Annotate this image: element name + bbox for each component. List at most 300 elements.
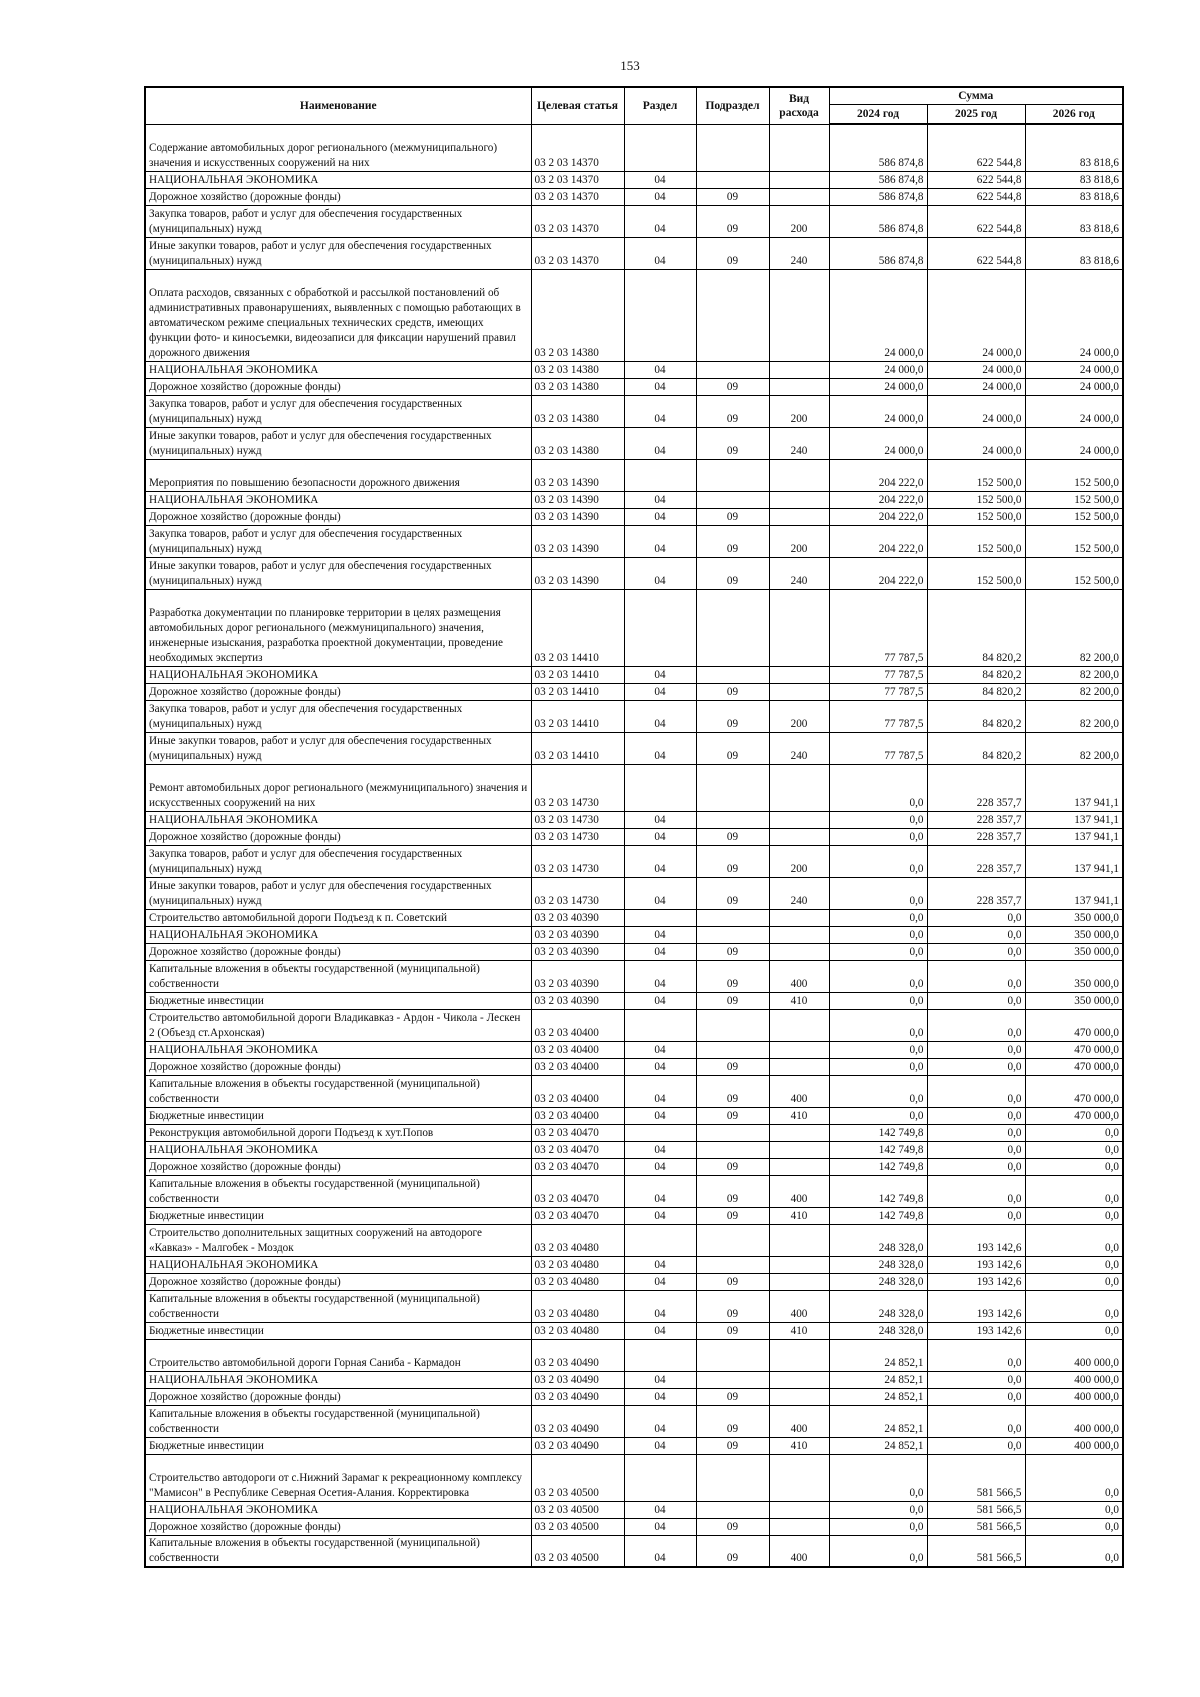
cell-expense-type: 400 [769,1405,829,1437]
cell-sum-2024: 0,0 [829,845,927,877]
cell-target-article: 03 2 03 40490 [531,1388,624,1405]
cell-expense-type [769,459,829,491]
cell-target-article: 03 2 03 14410 [531,700,624,732]
cell-target-article: 03 2 03 40400 [531,1009,624,1041]
cell-target-article: 03 2 03 40470 [531,1175,624,1207]
cell-sum-2024: 0,0 [829,926,927,943]
budget-table [144,86,1124,1568]
cell-target-article: 03 2 03 40470 [531,1124,624,1141]
cell-name: Мероприятия по повышению безопасности дорожного движения [145,459,531,491]
cell-subsection: 09 [696,427,769,459]
cell-name: Строительство автомобильной дороги Владикавказ - Ардон - Чикола - Лескен 2 (Объезд ст.Архонская) [145,1009,531,1041]
cell-sum-2025: 0,0 [927,1124,1025,1141]
cell-sum-2026: 137 941,1 [1025,811,1123,828]
cell-sum-2024: 0,0 [829,1535,927,1567]
cell-subsection: 09 [696,1388,769,1405]
cell-subsection [696,909,769,926]
cell-subsection [696,1339,769,1371]
cell-section [624,1339,696,1371]
cell-sum-2025: 622 544,8 [927,124,1025,171]
cell-sum-2024: 0,0 [829,992,927,1009]
cell-expense-type [769,926,829,943]
cell-sum-2025: 581 566,5 [927,1501,1025,1518]
table-row [145,525,1123,557]
cell-sum-2026: 0,0 [1025,1273,1123,1290]
cell-subsection: 09 [696,525,769,557]
table-row [145,237,1123,269]
cell-section: 04 [624,1158,696,1175]
table-row [145,124,1123,171]
cell-subsection [696,361,769,378]
cell-name: НАЦИОНАЛЬНАЯ ЭКОНОМИКА [145,1371,531,1388]
cell-sum-2024: 24 000,0 [829,378,927,395]
table-row [145,1454,1123,1501]
cell-sum-2025: 228 357,7 [927,877,1025,909]
cell-sum-2025: 622 544,8 [927,237,1025,269]
cell-subsection: 09 [696,845,769,877]
cell-sum-2026: 24 000,0 [1025,269,1123,361]
cell-target-article: 03 2 03 40390 [531,909,624,926]
cell-sum-2026: 82 200,0 [1025,700,1123,732]
cell-subsection [696,1224,769,1256]
cell-sum-2025: 0,0 [927,943,1025,960]
cell-section: 04 [624,960,696,992]
cell-name: Строительство автомобильной дороги Горная Саниба - Кармадон [145,1339,531,1371]
cell-subsection [696,1501,769,1518]
cell-subsection: 09 [696,205,769,237]
cell-section [624,909,696,926]
cell-expense-type: 200 [769,700,829,732]
table-row [145,943,1123,960]
cell-sum-2025: 622 544,8 [927,171,1025,188]
cell-target-article: 03 2 03 14380 [531,269,624,361]
cell-subsection: 09 [696,1290,769,1322]
cell-subsection: 09 [696,1405,769,1437]
table-row [145,205,1123,237]
cell-name: Капитальные вложения в объекты государственной (муниципальной) собственности [145,1290,531,1322]
cell-name: Строительство автодороги от с.Нижний Зарамаг к рекреационному комплексу "Мамисон" в Республике Северная Осетия-Алания. Корректировка [145,1454,531,1501]
cell-section: 04 [624,1371,696,1388]
cell-sum-2024: 142 749,8 [829,1175,927,1207]
cell-name: Бюджетные инвестиции [145,1322,531,1339]
cell-expense-type: 400 [769,1075,829,1107]
table-row [145,666,1123,683]
cell-sum-2025: 228 357,7 [927,811,1025,828]
cell-expense-type [769,188,829,205]
cell-sum-2024: 0,0 [829,943,927,960]
header-section: Раздел [624,87,696,124]
cell-expense-type: 410 [769,992,829,1009]
cell-section: 04 [624,926,696,943]
cell-section: 04 [624,1518,696,1535]
cell-target-article: 03 2 03 40500 [531,1518,624,1535]
cell-sum-2026: 470 000,0 [1025,1075,1123,1107]
cell-sum-2025: 193 142,6 [927,1273,1025,1290]
cell-name: Закупка товаров, работ и услуг для обеспечения государственных (муниципальных) нужд [145,395,531,427]
cell-name: НАЦИОНАЛЬНАЯ ЭКОНОМИКА [145,361,531,378]
cell-sum-2026: 400 000,0 [1025,1405,1123,1437]
cell-section: 04 [624,1273,696,1290]
cell-target-article: 03 2 03 14370 [531,188,624,205]
cell-expense-type [769,909,829,926]
header-expense-type: Вид расхода [769,87,829,124]
table-row [145,269,1123,361]
table-row [145,1256,1123,1273]
cell-sum-2025: 152 500,0 [927,557,1025,589]
cell-sum-2024: 586 874,8 [829,188,927,205]
cell-target-article: 03 2 03 14730 [531,828,624,845]
table-row [145,557,1123,589]
cell-target-article: 03 2 03 14390 [531,508,624,525]
cell-sum-2026: 0,0 [1025,1322,1123,1339]
cell-sum-2025: 84 820,2 [927,700,1025,732]
cell-name: НАЦИОНАЛЬНАЯ ЭКОНОМИКА [145,1501,531,1518]
table-row [145,960,1123,992]
cell-name: Иные закупки товаров, работ и услуг для обеспечения государственных (муниципальных) нужд [145,557,531,589]
cell-target-article: 03 2 03 40480 [531,1273,624,1290]
cell-section: 04 [624,1388,696,1405]
cell-sum-2025: 24 000,0 [927,269,1025,361]
cell-subsection: 09 [696,508,769,525]
cell-expense-type: 400 [769,1175,829,1207]
cell-subsection [696,1454,769,1501]
page-number: 153 [620,58,640,73]
header-subsection: Подраздел [696,87,769,124]
cell-section: 04 [624,1075,696,1107]
cell-name: Дорожное хозяйство (дорожные фонды) [145,188,531,205]
cell-sum-2024: 0,0 [829,1107,927,1124]
table-row [145,508,1123,525]
cell-section: 04 [624,1405,696,1437]
cell-subsection: 09 [696,1207,769,1224]
cell-sum-2025: 84 820,2 [927,732,1025,764]
table-body [145,124,1123,1567]
cell-sum-2026: 82 200,0 [1025,666,1123,683]
cell-target-article: 03 2 03 40490 [531,1339,624,1371]
cell-sum-2024: 0,0 [829,1518,927,1535]
cell-expense-type: 240 [769,427,829,459]
cell-sum-2025: 152 500,0 [927,459,1025,491]
cell-name: Закупка товаров, работ и услуг для обеспечения государственных (муниципальных) нужд [145,845,531,877]
cell-sum-2026: 0,0 [1025,1207,1123,1224]
cell-sum-2024: 248 328,0 [829,1224,927,1256]
cell-sum-2024: 248 328,0 [829,1322,927,1339]
cell-sum-2025: 24 000,0 [927,395,1025,427]
cell-section: 04 [624,666,696,683]
header-year-2026: 2026 год [1025,104,1123,124]
cell-sum-2026: 24 000,0 [1025,395,1123,427]
cell-name: Содержание автомобильных дорог регионального (межмуниципального) значения и искусственных сооружений на них [145,124,531,171]
cell-target-article: 03 2 03 40390 [531,926,624,943]
table-row [145,395,1123,427]
cell-subsection: 09 [696,378,769,395]
cell-name: Дорожное хозяйство (дорожные фонды) [145,943,531,960]
cell-sum-2026: 0,0 [1025,1124,1123,1141]
cell-sum-2025: 193 142,6 [927,1322,1025,1339]
cell-sum-2026: 0,0 [1025,1501,1123,1518]
cell-section: 04 [624,1107,696,1124]
cell-sum-2026: 400 000,0 [1025,1371,1123,1388]
cell-target-article: 03 2 03 40470 [531,1207,624,1224]
cell-sum-2025: 0,0 [927,1405,1025,1437]
cell-expense-type [769,764,829,811]
cell-target-article: 03 2 03 40500 [531,1535,624,1567]
cell-sum-2026: 0,0 [1025,1224,1123,1256]
cell-sum-2024: 0,0 [829,1075,927,1107]
cell-subsection: 09 [696,1058,769,1075]
cell-sum-2026: 0,0 [1025,1256,1123,1273]
cell-sum-2025: 0,0 [927,1158,1025,1175]
cell-sum-2024: 0,0 [829,1009,927,1041]
cell-expense-type [769,1141,829,1158]
cell-name: Капитальные вложения в объекты государственной (муниципальной) собственности [145,960,531,992]
cell-name: Капитальные вложения в объекты государственной (муниципальной) собственности [145,1175,531,1207]
cell-target-article: 03 2 03 14380 [531,361,624,378]
table-row [145,926,1123,943]
cell-name: Оплата расходов, связанных с обработкой и рассылкой постановлений об административных правонарушениях, выявленных с помощью работающих в автоматическом режиме специальных технических средств, имеющих функции фото- и киносъемки, видеозаписи для фиксации нарушений правил дорожного движения [145,269,531,361]
cell-section: 04 [624,1322,696,1339]
table-row [145,1075,1123,1107]
table-row [145,1058,1123,1075]
cell-target-article: 03 2 03 14390 [531,557,624,589]
cell-sum-2026: 83 818,6 [1025,205,1123,237]
cell-target-article: 03 2 03 40490 [531,1371,624,1388]
cell-subsection [696,1256,769,1273]
cell-expense-type [769,508,829,525]
cell-sum-2025: 0,0 [927,992,1025,1009]
table-row [145,683,1123,700]
cell-target-article: 03 2 03 14410 [531,732,624,764]
cell-sum-2024: 77 787,5 [829,732,927,764]
cell-sum-2024: 586 874,8 [829,124,927,171]
cell-sum-2026: 137 941,1 [1025,877,1123,909]
cell-sum-2025: 193 142,6 [927,1256,1025,1273]
cell-expense-type [769,1041,829,1058]
cell-target-article: 03 2 03 14410 [531,683,624,700]
cell-sum-2026: 82 200,0 [1025,683,1123,700]
cell-sum-2025: 0,0 [927,1075,1025,1107]
table-row [145,589,1123,666]
cell-sum-2025: 24 000,0 [927,427,1025,459]
cell-target-article: 03 2 03 14370 [531,124,624,171]
table-row [145,992,1123,1009]
cell-section: 04 [624,1256,696,1273]
cell-sum-2026: 0,0 [1025,1290,1123,1322]
table-row [145,1141,1123,1158]
table-row [145,1339,1123,1371]
cell-subsection [696,1009,769,1041]
cell-sum-2024: 0,0 [829,764,927,811]
cell-sum-2024: 586 874,8 [829,171,927,188]
cell-subsection: 09 [696,1437,769,1454]
cell-name: Строительство автомобильной дороги Подъезд к п. Советский [145,909,531,926]
cell-sum-2026: 400 000,0 [1025,1339,1123,1371]
cell-expense-type [769,683,829,700]
cell-sum-2026: 400 000,0 [1025,1437,1123,1454]
cell-target-article: 03 2 03 14410 [531,666,624,683]
cell-sum-2026: 137 941,1 [1025,845,1123,877]
cell-sum-2026: 0,0 [1025,1175,1123,1207]
cell-section: 04 [624,378,696,395]
cell-section: 04 [624,508,696,525]
cell-subsection [696,926,769,943]
cell-sum-2025: 228 357,7 [927,845,1025,877]
cell-subsection: 09 [696,188,769,205]
cell-subsection [696,171,769,188]
cell-sum-2024: 24 000,0 [829,395,927,427]
cell-section: 04 [624,1535,696,1567]
cell-expense-type [769,1273,829,1290]
cell-sum-2024: 204 222,0 [829,508,927,525]
cell-sum-2025: 622 544,8 [927,205,1025,237]
cell-expense-type: 410 [769,1322,829,1339]
cell-name: НАЦИОНАЛЬНАЯ ЭКОНОМИКА [145,1041,531,1058]
cell-sum-2024: 24 852,1 [829,1371,927,1388]
cell-target-article: 03 2 03 14390 [531,459,624,491]
table-row [145,361,1123,378]
cell-subsection: 09 [696,1107,769,1124]
cell-sum-2024: 77 787,5 [829,666,927,683]
cell-sum-2026: 152 500,0 [1025,525,1123,557]
cell-section: 04 [624,811,696,828]
cell-sum-2026: 83 818,6 [1025,237,1123,269]
table-row [145,459,1123,491]
cell-expense-type [769,1058,829,1075]
cell-subsection: 09 [696,1322,769,1339]
cell-target-article: 03 2 03 40480 [531,1224,624,1256]
cell-sum-2024: 248 328,0 [829,1273,927,1290]
cell-sum-2026: 470 000,0 [1025,1041,1123,1058]
cell-target-article: 03 2 03 14370 [531,171,624,188]
cell-name: Закупка товаров, работ и услуг для обеспечения государственных (муниципальных) нужд [145,525,531,557]
cell-subsection: 09 [696,1535,769,1567]
cell-sum-2025: 24 000,0 [927,378,1025,395]
cell-name: НАЦИОНАЛЬНАЯ ЭКОНОМИКА [145,666,531,683]
cell-name: НАЦИОНАЛЬНАЯ ЭКОНОМИКА [145,491,531,508]
cell-sum-2026: 152 500,0 [1025,557,1123,589]
cell-subsection [696,811,769,828]
cell-target-article: 03 2 03 14730 [531,877,624,909]
cell-sum-2025: 193 142,6 [927,1290,1025,1322]
cell-sum-2025: 0,0 [927,1207,1025,1224]
cell-expense-type [769,1518,829,1535]
cell-subsection: 09 [696,1518,769,1535]
cell-sum-2025: 0,0 [927,960,1025,992]
cell-sum-2024: 24 852,1 [829,1437,927,1454]
cell-sum-2025: 0,0 [927,1058,1025,1075]
cell-name: Дорожное хозяйство (дорожные фонды) [145,1518,531,1535]
cell-target-article: 03 2 03 40500 [531,1501,624,1518]
cell-sum-2024: 142 749,8 [829,1141,927,1158]
header-sum: Сумма [829,87,1123,104]
cell-sum-2025: 581 566,5 [927,1535,1025,1567]
cell-sum-2025: 0,0 [927,1388,1025,1405]
cell-section: 04 [624,427,696,459]
cell-name: Разработка документации по планировке территории в целях размещения автомобильных дорог регионального (межмуниципального) значения, инженерные изыскания, разработка проектной документации, проведение необходимых экспертиз [145,589,531,666]
cell-sum-2024: 248 328,0 [829,1290,927,1322]
cell-sum-2024: 0,0 [829,828,927,845]
cell-subsection [696,269,769,361]
cell-subsection [696,1141,769,1158]
cell-section: 04 [624,525,696,557]
cell-target-article: 03 2 03 40390 [531,960,624,992]
cell-name: Бюджетные инвестиции [145,1207,531,1224]
cell-expense-type [769,1388,829,1405]
cell-sum-2024: 586 874,8 [829,205,927,237]
cell-section: 04 [624,943,696,960]
cell-subsection: 09 [696,732,769,764]
cell-subsection: 09 [696,395,769,427]
cell-target-article: 03 2 03 14370 [531,237,624,269]
header-year-2025: 2025 год [927,104,1025,124]
cell-section [624,1009,696,1041]
cell-sum-2026: 0,0 [1025,1454,1123,1501]
cell-subsection [696,764,769,811]
cell-sum-2026: 470 000,0 [1025,1009,1123,1041]
cell-sum-2025: 0,0 [927,1339,1025,1371]
cell-subsection [696,459,769,491]
cell-sum-2026: 0,0 [1025,1518,1123,1535]
cell-name: Иные закупки товаров, работ и услуг для обеспечения государственных (муниципальных) нужд [145,237,531,269]
cell-target-article: 03 2 03 14380 [531,378,624,395]
cell-section: 04 [624,361,696,378]
cell-sum-2026: 152 500,0 [1025,508,1123,525]
cell-sum-2024: 0,0 [829,1041,927,1058]
cell-name: Дорожное хозяйство (дорожные фонды) [145,1158,531,1175]
cell-name: Дорожное хозяйство (дорожные фонды) [145,1273,531,1290]
table-row [145,1290,1123,1322]
cell-expense-type: 410 [769,1437,829,1454]
table-row [145,1371,1123,1388]
cell-target-article: 03 2 03 40400 [531,1107,624,1124]
cell-name: Бюджетные инвестиции [145,1107,531,1124]
cell-sum-2025: 0,0 [927,1041,1025,1058]
cell-sum-2024: 586 874,8 [829,237,927,269]
cell-target-article: 03 2 03 14380 [531,427,624,459]
cell-target-article: 03 2 03 14390 [531,525,624,557]
cell-sum-2026: 82 200,0 [1025,732,1123,764]
cell-name: Строительство дополнительных защитных сооружений на автодороге «Кавказ» - Малгобек - Моздок [145,1224,531,1256]
cell-sum-2025: 228 357,7 [927,764,1025,811]
cell-sum-2024: 77 787,5 [829,700,927,732]
cell-section [624,1124,696,1141]
cell-sum-2026: 350 000,0 [1025,960,1123,992]
cell-section [624,589,696,666]
cell-target-article: 03 2 03 40400 [531,1075,624,1107]
table-row [145,732,1123,764]
cell-sum-2025: 84 820,2 [927,683,1025,700]
table-header [145,87,1123,124]
table-row [145,828,1123,845]
cell-target-article: 03 2 03 14370 [531,205,624,237]
cell-target-article: 03 2 03 40480 [531,1256,624,1273]
cell-sum-2026: 152 500,0 [1025,459,1123,491]
cell-target-article: 03 2 03 14730 [531,811,624,828]
table-row [145,1175,1123,1207]
cell-name: Ремонт автомобильных дорог регионального (межмуниципального) значения и искусственных сооружений на них [145,764,531,811]
cell-section: 04 [624,205,696,237]
cell-name: Дорожное хозяйство (дорожные фонды) [145,378,531,395]
cell-expense-type [769,1124,829,1141]
cell-target-article: 03 2 03 14390 [531,491,624,508]
cell-section [624,269,696,361]
cell-expense-type [769,811,829,828]
cell-sum-2024: 0,0 [829,960,927,992]
table-row [145,1437,1123,1454]
cell-section: 04 [624,877,696,909]
cell-section: 04 [624,1207,696,1224]
cell-expense-type [769,378,829,395]
